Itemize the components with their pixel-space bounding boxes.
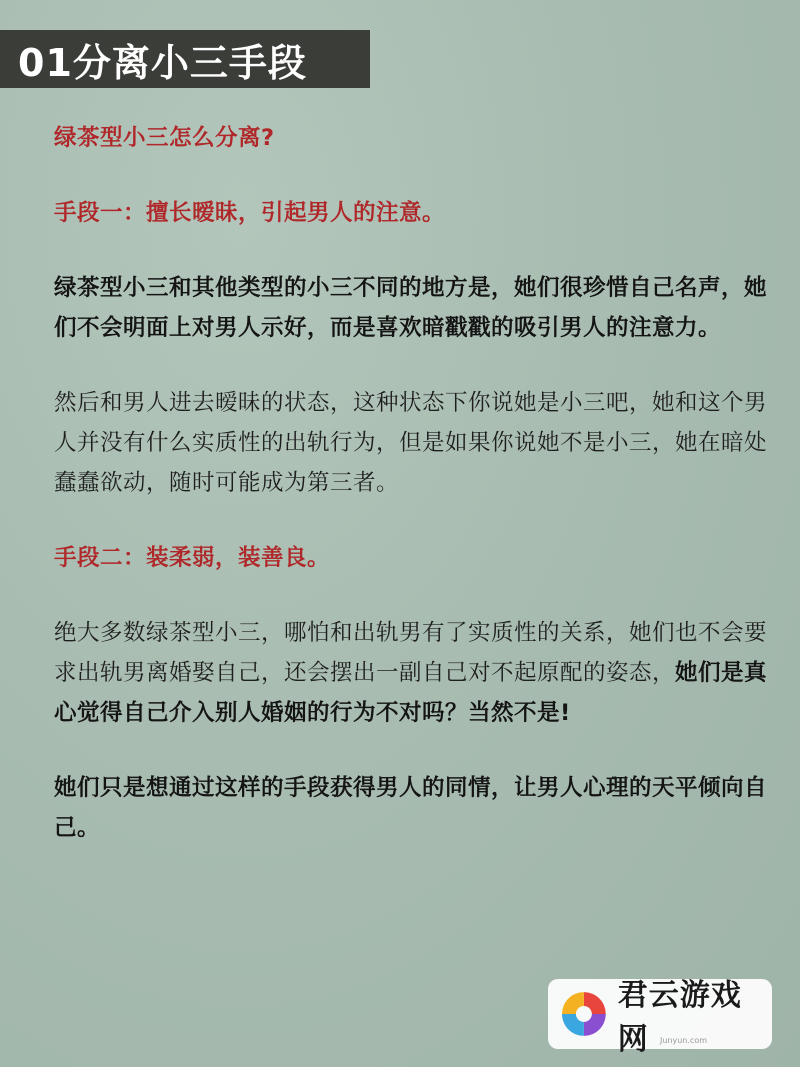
title-banner xyxy=(0,30,370,88)
paragraph-4: 她们只是想通过这样的手段获得男人的同情，让男人心理的天平倾向自己。 xyxy=(54,775,768,841)
question-heading: 绿茶型小三怎么分离? xyxy=(54,125,275,151)
paragraph-3-bold: 她们是真心觉得自己介入别人婚姻的行为不对吗？当然不是! xyxy=(54,660,768,726)
method-one-heading: 手段一：擅长暧昧，引起男人的注意。 xyxy=(54,200,446,226)
paragraph-3 xyxy=(54,613,770,733)
method-two-heading: 手段二：装柔弱，装善良。 xyxy=(54,545,331,571)
watermark-logo xyxy=(548,978,772,1057)
watermark-subtext: Junyun.com xyxy=(660,1036,708,1045)
paragraph-3-normal: 绝大多数绿茶型小三，哪怕和出轨男有了实质性的关系，她们也不会要求出轨男离婚娶自己，还会摆出一副自己对不起原配的姿态， xyxy=(54,620,768,686)
page-title: 01分离小三手段 xyxy=(18,40,307,85)
swirl-logo-icon xyxy=(558,988,610,1040)
watermark-text: 君云游戏网 xyxy=(617,978,742,1057)
paragraph-1: 绿茶型小三和其他类型的小三不同的地方是，她们很珍惜自己名声，她们不会明面上对男人示好，而是喜欢暗戳戳的吸引男人的注意力。 xyxy=(54,275,768,341)
paragraph-2: 然后和男人进去暧昧的状态，这种状态下你说她是小三吧，她和这个男人并没有什么实质性的出轨行为，但是如果你说她不是小三，她在暗处蠢蠢欲动，随时可能成为第三者。 xyxy=(54,390,768,496)
article-body xyxy=(54,118,770,883)
